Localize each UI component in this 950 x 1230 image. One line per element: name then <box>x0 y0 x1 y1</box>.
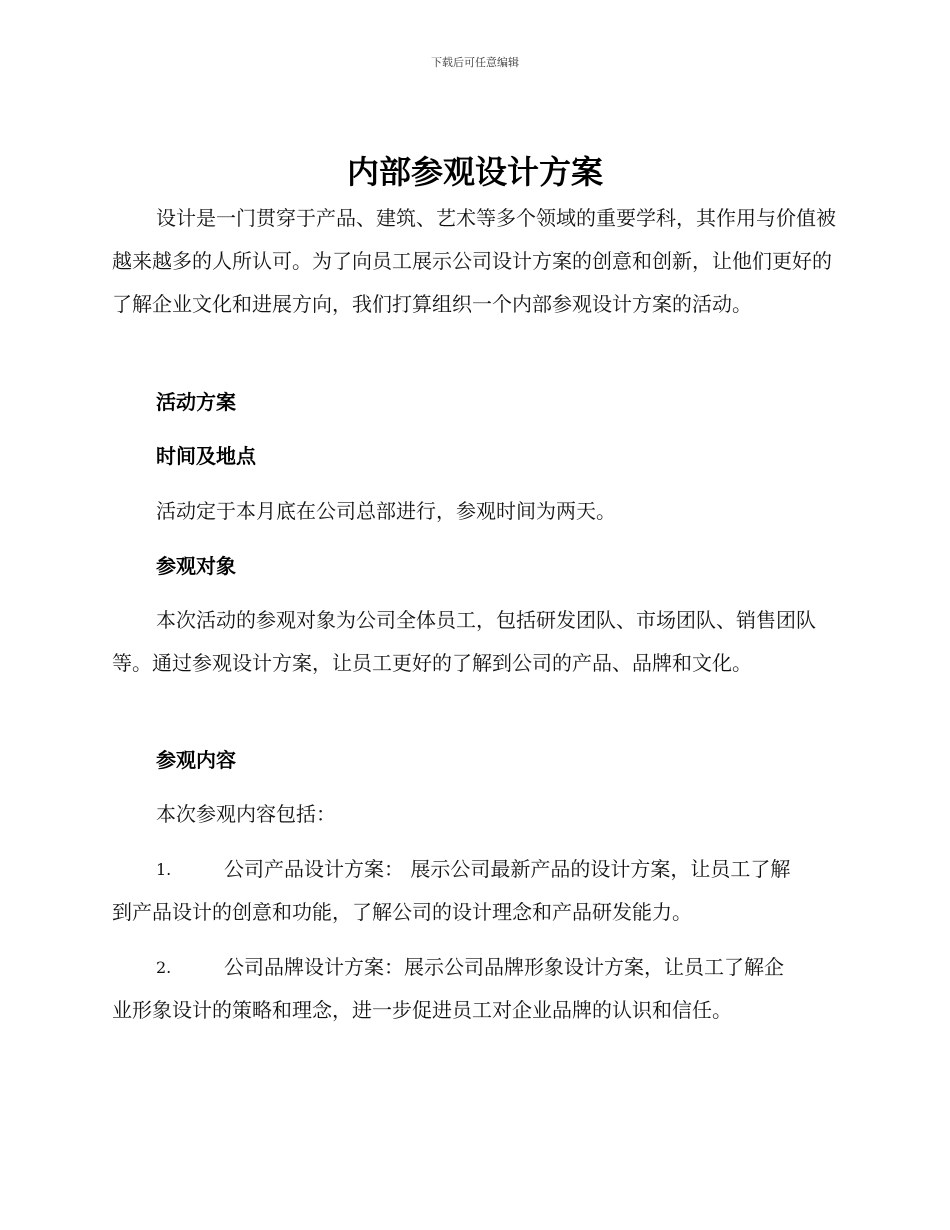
heading-content: 参观内容 <box>156 748 236 772</box>
list-item-first-line: 公司产品设计方案： 展示公司最新产品的设计方案，让员工了解 <box>224 857 791 881</box>
content-intro-paragraph: 本次参观内容包括： <box>156 802 336 826</box>
heading-time-place: 时间及地点 <box>156 444 256 468</box>
list-item-brand-design <box>112 946 840 1032</box>
intro-paragraph: 设计是一门贯穿于产品、建筑、艺术等多个领域的重要学科，其作用与价值被越来越多的人所认可。为了向员工展示公司设计方案的创意和创新，让他们更好的了解企业文化和进展方向，我们打算组织一个内部参观设计方案的活动。 <box>112 206 836 316</box>
heading-audience: 参观对象 <box>156 554 236 578</box>
list-item-product-design <box>112 848 840 934</box>
heading-plan: 活动方案 <box>156 390 236 414</box>
list-item-rest: 业形象设计的策略和理念，进一步促进员工对企业品牌的认识和信任。 <box>112 998 732 1022</box>
time-place-paragraph: 活动定于本月底在公司总部进行，参观时间为两天。 <box>156 499 616 523</box>
document-title: 内部参观设计方案 <box>346 153 603 191</box>
list-item-rest: 到产品设计的创意和功能，了解公司的设计理念和产品研发能力。 <box>112 900 692 924</box>
list-item-first-line: 公司品牌设计方案：展示公司品牌形象设计方案，让员工了解企 <box>224 955 784 979</box>
list-number: 2. <box>156 958 172 977</box>
header-note: 下载后可任意编辑 <box>431 56 519 69</box>
list-number: 1. <box>156 860 172 879</box>
audience-paragraph: 本次活动的参观对象为公司全体员工，包括研发团队、市场团队、销售团队等。通过参观设计方案，让员工更好的了解到公司的产品、品牌和文化。 <box>112 608 816 675</box>
